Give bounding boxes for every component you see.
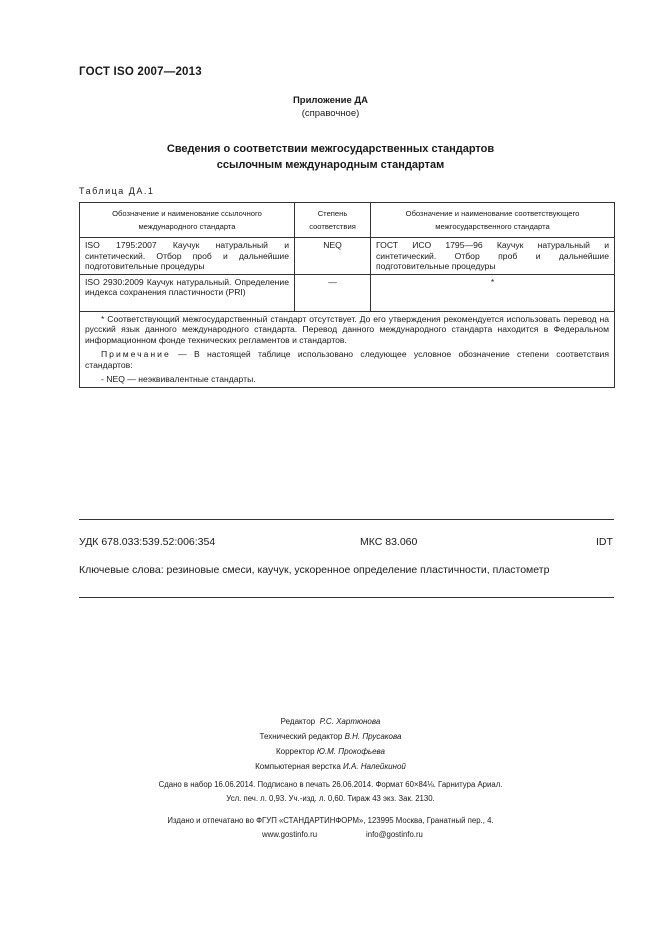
- publication-line2: Усл. печ. л. 0,93. Уч.-изд. л. 0,60. Тираж 43 экз. Зак. 2130.: [226, 794, 435, 803]
- table-header-row: [80, 203, 615, 238]
- header-degree: Степень соответствия: [295, 203, 371, 238]
- document-title-line1: Сведения о соответствии межгосударственных стандартов: [166, 143, 495, 155]
- cell-corresponding: ГОСТ ИСО 1795—96 Каучук натуральный и синтетический. Отбор проб и дальнейшие подготовительные процедуры: [371, 238, 615, 275]
- note-item: - NEQ — неэквивалентные стандарты.: [101, 374, 256, 384]
- mks-code: МКС 83.060: [360, 536, 418, 548]
- credit-layout: Компьютерная верстка И.А. Налейкиной: [255, 762, 406, 771]
- credit-editor: Редактор Р.С. Хартюнова: [280, 717, 381, 726]
- standard-id: ГОСТ ISO 2007—2013: [79, 66, 202, 78]
- credit-tech-editor: Технический редактор В.Н. Прусакова: [259, 732, 402, 741]
- correspondence-table: [79, 202, 615, 388]
- publication-line3: Издано и отпечатано во ФГУП «СТАНДАРТИНФОРМ», 123995 Москва, Гранатный пер., 4.: [167, 816, 494, 825]
- idt-code: IDT: [596, 536, 613, 548]
- table-row: [80, 274, 615, 311]
- cell-corresponding: *: [371, 274, 615, 311]
- footnote: * Соответствующий межгосударственный стандарт отсутствует. До его утверждения рекомендуется использовать перевод на русский язык данного международного стандарта. Перевод данного международного стандарта находится в Федеральном информационном фонде технических регламентов и стандартов.: [85, 313, 609, 345]
- cell-reference: ISO 1795:2007 Каучук натуральный и синтетический. Отбор проб и дальнейшие подготовительные процедуры: [80, 238, 295, 275]
- cell-degree: —: [295, 274, 371, 311]
- udk-code: УДК 678.033:539.52:006:354: [79, 536, 216, 548]
- credit-proofreader: Корректор Ю.М. Прокофьева: [276, 747, 385, 756]
- keywords: Ключевые слова: резиновые смеси, каучук, ускоренное определение пластичности, пластометр: [79, 564, 550, 576]
- website-link[interactable]: www.gostinfo.ru: [262, 830, 318, 839]
- table-notes: [80, 311, 615, 387]
- cell-degree: NEQ: [295, 238, 371, 275]
- annex-subtitle: (справочное): [301, 108, 360, 119]
- divider-bottom: [79, 597, 614, 598]
- table-row: [80, 238, 615, 275]
- table-label: Таблица ДА.1: [79, 186, 155, 196]
- note: [85, 349, 609, 370]
- publication-line1: Сдано в набор 16.06.2014. Подписано в печать 26.06.2014. Формат 60×84⅛. Гарнитура Ариал.: [158, 780, 503, 789]
- note-text: — В настоящей таблице использовано следующее условное обозначение степени соответствия стандартов:: [85, 349, 609, 370]
- header-reference-standard: Обозначение и наименование ссылочного международного стандарта: [80, 203, 295, 238]
- document-title-line2: ссылочным международным стандартам: [216, 159, 445, 171]
- annex-title: Приложение ДА: [292, 95, 369, 106]
- note-label: Примечание: [101, 349, 171, 359]
- header-corresponding-standard: Обозначение и наименование соответствующего межгосударственного стандарта: [371, 203, 615, 238]
- table-notes-row: [80, 311, 615, 387]
- divider-top: [79, 519, 614, 520]
- email-link[interactable]: info@gostinfo.ru: [366, 830, 423, 839]
- cell-reference: ISO 2930:2009 Каучук натуральный. Определение индекса сохранения пластичности (PRI): [80, 274, 295, 311]
